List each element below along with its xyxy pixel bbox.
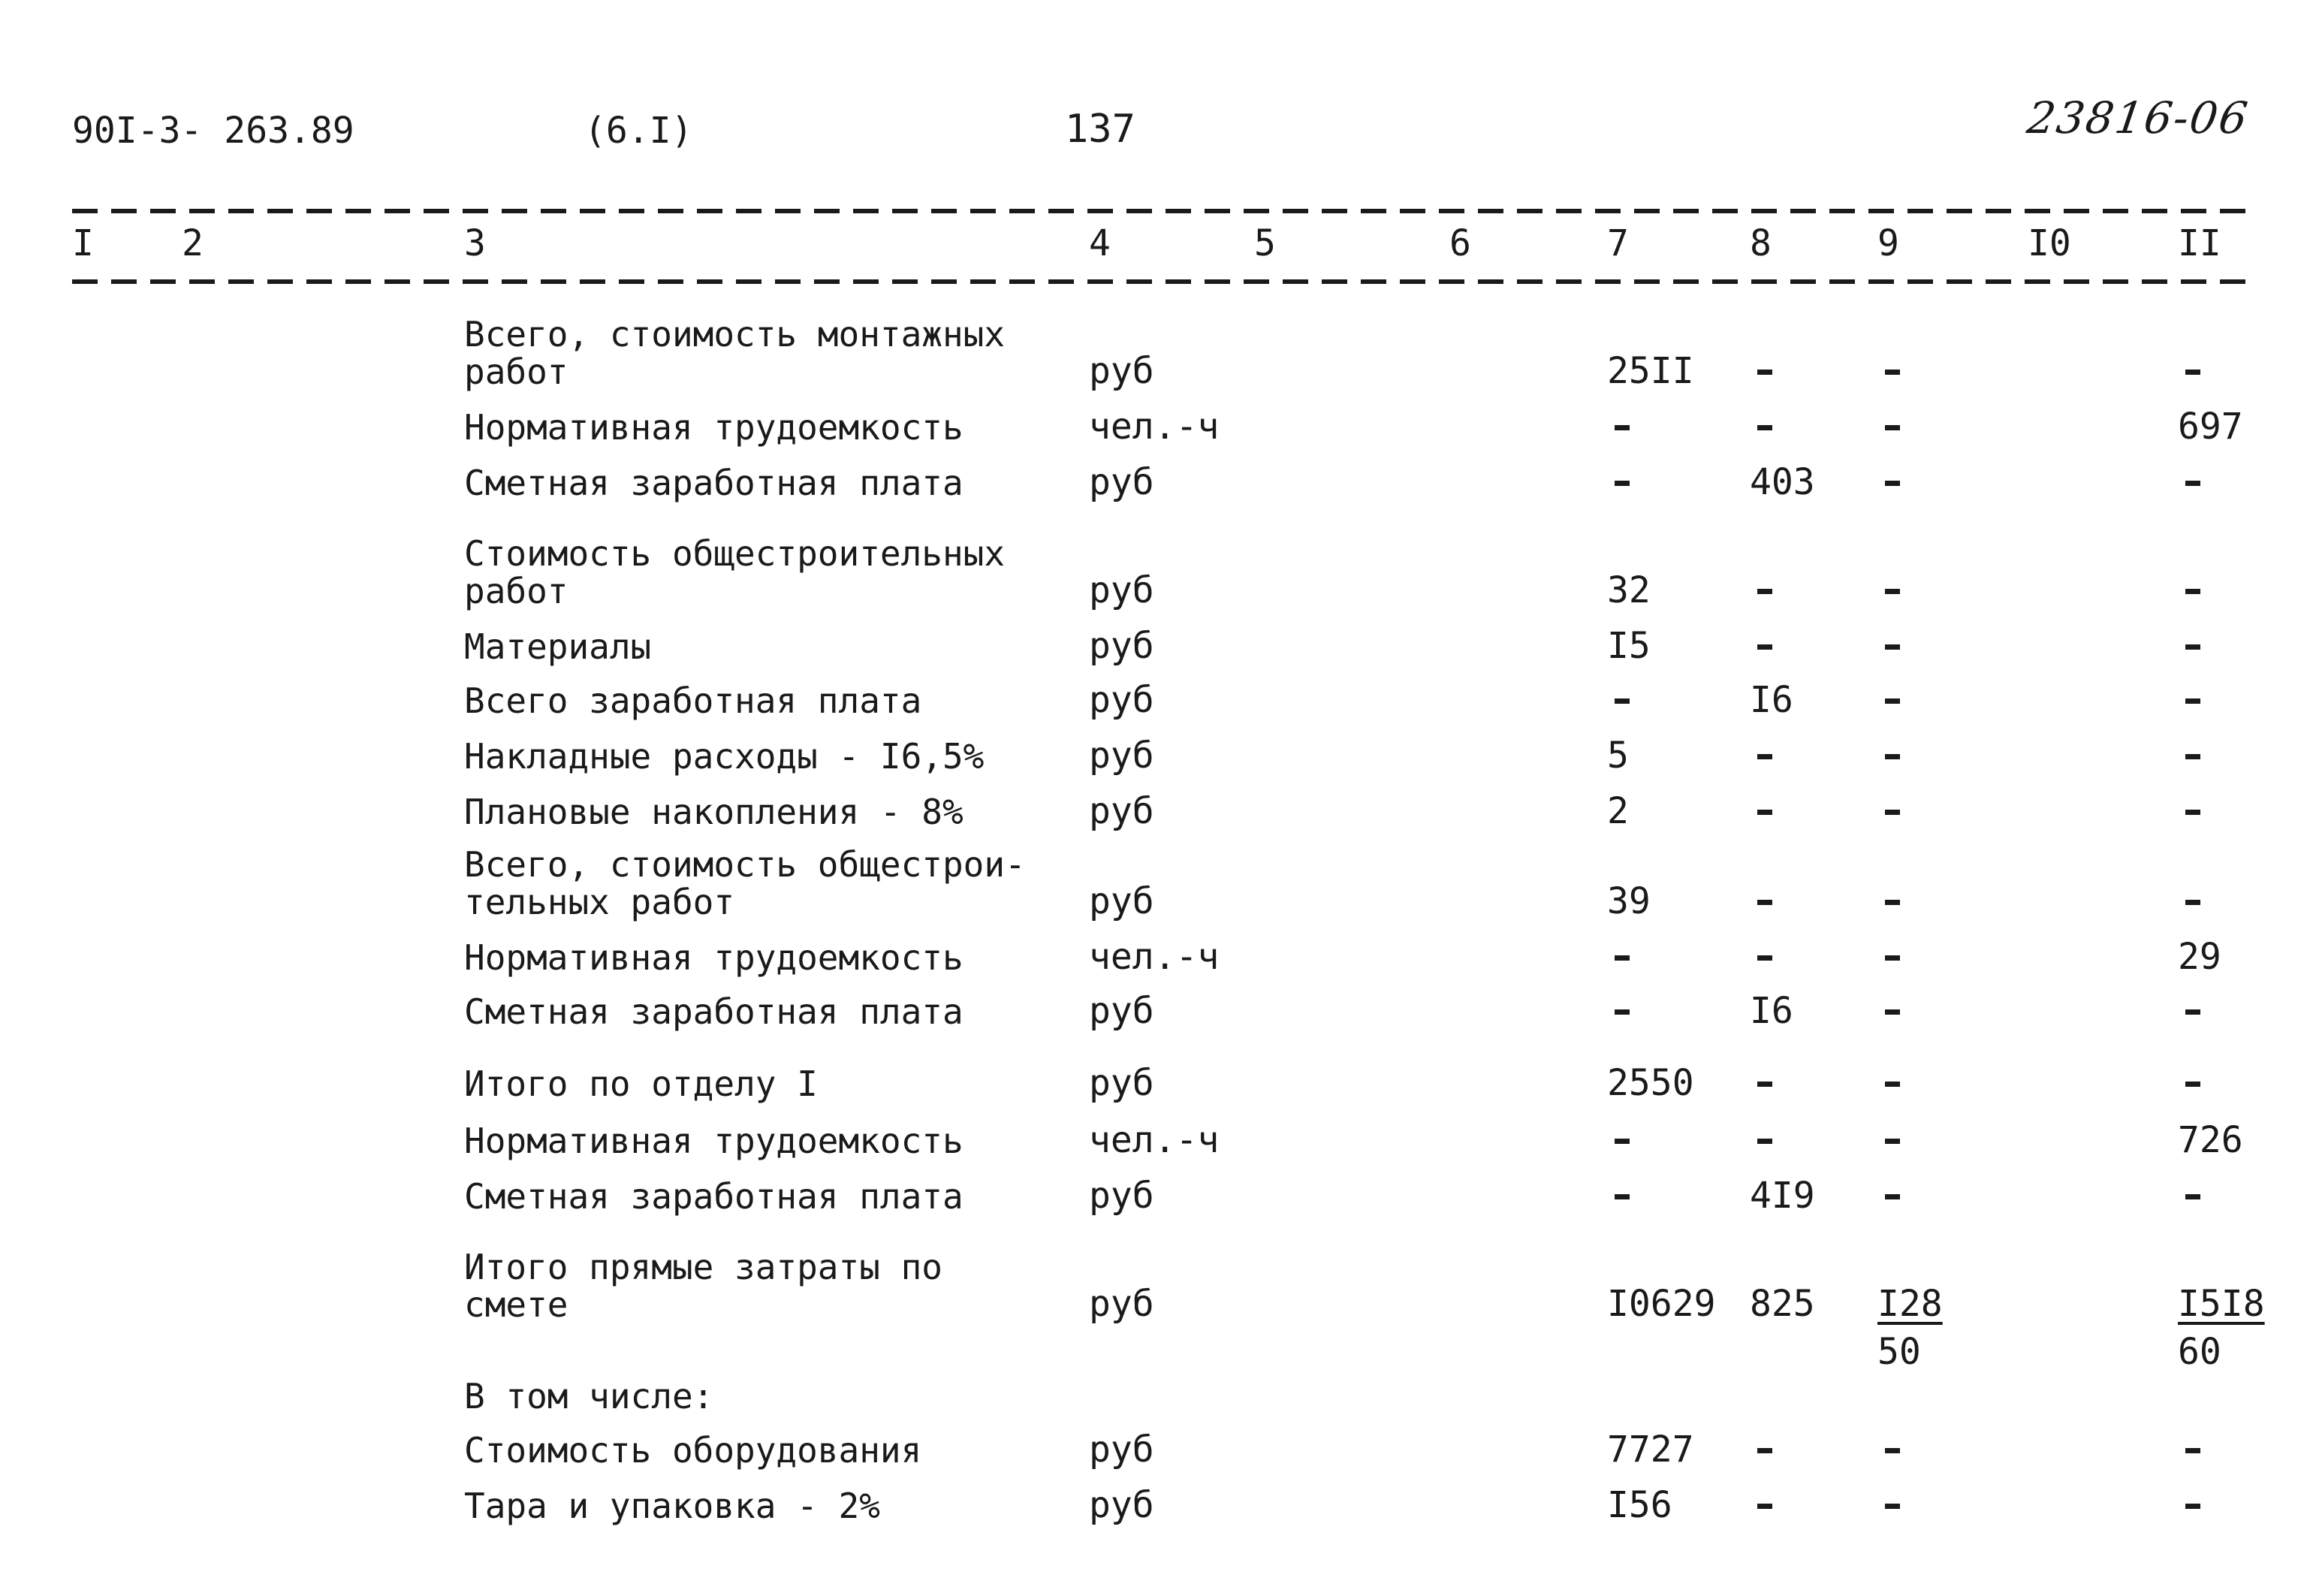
cell-col8-dash: [1757, 955, 1772, 961]
cell-col7: 5: [1607, 735, 1629, 777]
column-header-8: 8: [1750, 222, 1772, 264]
row-unit: чел.-ч: [1089, 936, 1220, 978]
cell-col8-dash: [1757, 1082, 1772, 1087]
cell-col7-dash: [1615, 1139, 1630, 1144]
cell-col8-dash: [1757, 754, 1772, 759]
cell-col11-dash: [2185, 1194, 2200, 1199]
row-unit: чел.-ч: [1089, 406, 1220, 448]
row-unit: руб: [1089, 1484, 1154, 1526]
cell-col9-dash: [1885, 810, 1900, 815]
cell-col8-dash: [1757, 1448, 1772, 1453]
row-label: Итого по отделу I: [464, 1063, 818, 1104]
cell-col11-dash: [2185, 1504, 2200, 1509]
cell-col9-dash: [1885, 1139, 1900, 1144]
cell-col11-dash: [2185, 644, 2200, 650]
cell-col9-dash: [1885, 698, 1900, 704]
row-unit: руб: [1089, 990, 1154, 1032]
row-unit: чел.-ч: [1089, 1119, 1220, 1161]
row-unit: руб: [1089, 679, 1154, 721]
cell-col11-dash: [2185, 900, 2200, 905]
cell-col7-dash: [1615, 955, 1630, 961]
row-unit: руб: [1089, 1283, 1154, 1325]
row-label: В том числе:: [464, 1376, 714, 1416]
row-unit: руб: [1089, 790, 1154, 832]
cell-col9-dash: [1885, 589, 1900, 594]
cell-col7: 7727: [1607, 1429, 1694, 1471]
page-number: 137: [1065, 107, 1135, 152]
section-number: (6.I): [584, 110, 693, 152]
document-code: 90I-3- 263.89: [72, 110, 354, 152]
cell-col11-dash: [2185, 1009, 2200, 1015]
column-header-5: 5: [1254, 222, 1276, 264]
cell-col7: 39: [1607, 880, 1651, 922]
cell-col8-dash: [1757, 644, 1772, 650]
cell-col9-dash: [1885, 425, 1900, 430]
cell-col7: 25II: [1607, 350, 1694, 392]
cell-col8: 403: [1750, 461, 1815, 503]
cell-col9-dash: [1885, 955, 1900, 961]
cell-col8: I6: [1750, 679, 1793, 721]
cell-col11-dash: [2185, 481, 2200, 486]
row-label: Нормативная трудоемкость: [464, 407, 964, 448]
cell-col11-dash: [2185, 589, 2200, 594]
cell-col9-dash: [1885, 481, 1900, 486]
cell-col11: 29: [2178, 936, 2221, 978]
cell-col11-dash: [2185, 370, 2200, 375]
cell-col11: 697: [2178, 406, 2243, 448]
row-unit: руб: [1089, 1175, 1154, 1217]
cell-col9-dash: [1885, 644, 1900, 650]
row-label: Сметная заработная плата: [464, 463, 964, 503]
cell-col7-dash: [1615, 425, 1630, 430]
cell-col11-sub: 60: [2178, 1331, 2221, 1373]
cell-col8: 825: [1750, 1283, 1815, 1325]
row-unit: руб: [1089, 461, 1154, 503]
row-label: Нормативная трудоемкость: [464, 1121, 964, 1161]
cell-col11-dash: [2185, 1082, 2200, 1087]
column-header-2: 2: [182, 222, 204, 264]
row-label: Всего, стоимость монтажных работ: [464, 314, 1006, 392]
row-label: Нормативная трудоемкость: [464, 937, 964, 978]
cell-col7: 2550: [1607, 1062, 1694, 1104]
column-header-11: II: [2178, 222, 2221, 264]
row-unit: руб: [1089, 569, 1154, 611]
cell-col9-dash: [1885, 370, 1900, 375]
row-label: Сметная заработная плата: [464, 1176, 964, 1217]
cell-col7: I5: [1607, 625, 1651, 667]
table-header-top-rule: [72, 209, 2250, 213]
cell-col7-dash: [1615, 1194, 1630, 1199]
cell-col8-dash: [1757, 900, 1772, 905]
cell-col9-dash: [1885, 1082, 1900, 1087]
column-header-10: I0: [2028, 222, 2071, 264]
handwritten-stamp: 23816-06: [2024, 92, 2252, 143]
row-label: Накладные расходы - I6,5%: [464, 736, 985, 777]
cell-col8-dash: [1757, 370, 1772, 375]
column-header-1: I: [72, 222, 94, 264]
row-unit: руб: [1089, 880, 1154, 922]
cell-col8-dash: [1757, 810, 1772, 815]
cell-col8: I6: [1750, 990, 1793, 1032]
row-label: Тара и упаковка - 2%: [464, 1486, 880, 1526]
cell-col7-dash: [1615, 481, 1630, 486]
cell-col11-dash: [2185, 698, 2200, 704]
cell-col9-dash: [1885, 1194, 1900, 1199]
cell-col11: 726: [2178, 1119, 2243, 1161]
row-unit: руб: [1089, 735, 1154, 777]
row-unit: руб: [1089, 1429, 1154, 1471]
cell-col7-dash: [1615, 1009, 1630, 1015]
table-header-bottom-rule: [72, 279, 2250, 284]
cell-col11-dash: [2185, 754, 2200, 759]
cell-col7-dash: [1615, 698, 1630, 704]
row-label: Всего, стоимость общестрои- тельных работ: [464, 844, 1026, 922]
cell-col9-dash: [1885, 1009, 1900, 1015]
row-unit: руб: [1089, 350, 1154, 392]
column-header-6: 6: [1449, 222, 1471, 264]
row-label: Итого прямые затраты по смете: [464, 1247, 942, 1325]
row-label: Материалы: [464, 626, 652, 667]
cell-col9-dash: [1885, 900, 1900, 905]
row-label: Стоимость общестроительных работ: [464, 533, 1006, 611]
column-header-9: 9: [1877, 222, 1899, 264]
row-unit: руб: [1089, 625, 1154, 667]
row-label: Плановые накопления - 8%: [464, 792, 964, 832]
cell-col7: I0629: [1607, 1283, 1716, 1325]
cell-col8-dash: [1757, 589, 1772, 594]
row-unit: руб: [1089, 1062, 1154, 1104]
column-header-4: 4: [1089, 222, 1111, 264]
column-header-7: 7: [1607, 222, 1629, 264]
cell-col7: I56: [1607, 1484, 1672, 1526]
cell-col9-dash: [1885, 1504, 1900, 1509]
cell-col9-sub: 50: [1877, 1331, 1921, 1373]
cell-col9-dash: [1885, 754, 1900, 759]
cell-col8-dash: [1757, 1139, 1772, 1144]
cell-col8: 4I9: [1750, 1175, 1815, 1217]
row-label: Сметная заработная плата: [464, 991, 964, 1032]
cell-col9-dash: [1885, 1448, 1900, 1453]
cell-col11: I5I8: [2178, 1283, 2265, 1325]
cell-col11-dash: [2185, 1448, 2200, 1453]
cell-col9: I28: [1877, 1283, 1943, 1325]
cell-col11-dash: [2185, 810, 2200, 815]
row-label: Всего заработная плата: [464, 680, 922, 721]
column-header-3: 3: [464, 222, 486, 264]
cell-col8-dash: [1757, 1504, 1772, 1509]
cell-col7: 32: [1607, 569, 1651, 611]
row-label: Стоимость оборудования: [464, 1430, 922, 1471]
cell-col8-dash: [1757, 425, 1772, 430]
cell-col7: 2: [1607, 790, 1629, 832]
